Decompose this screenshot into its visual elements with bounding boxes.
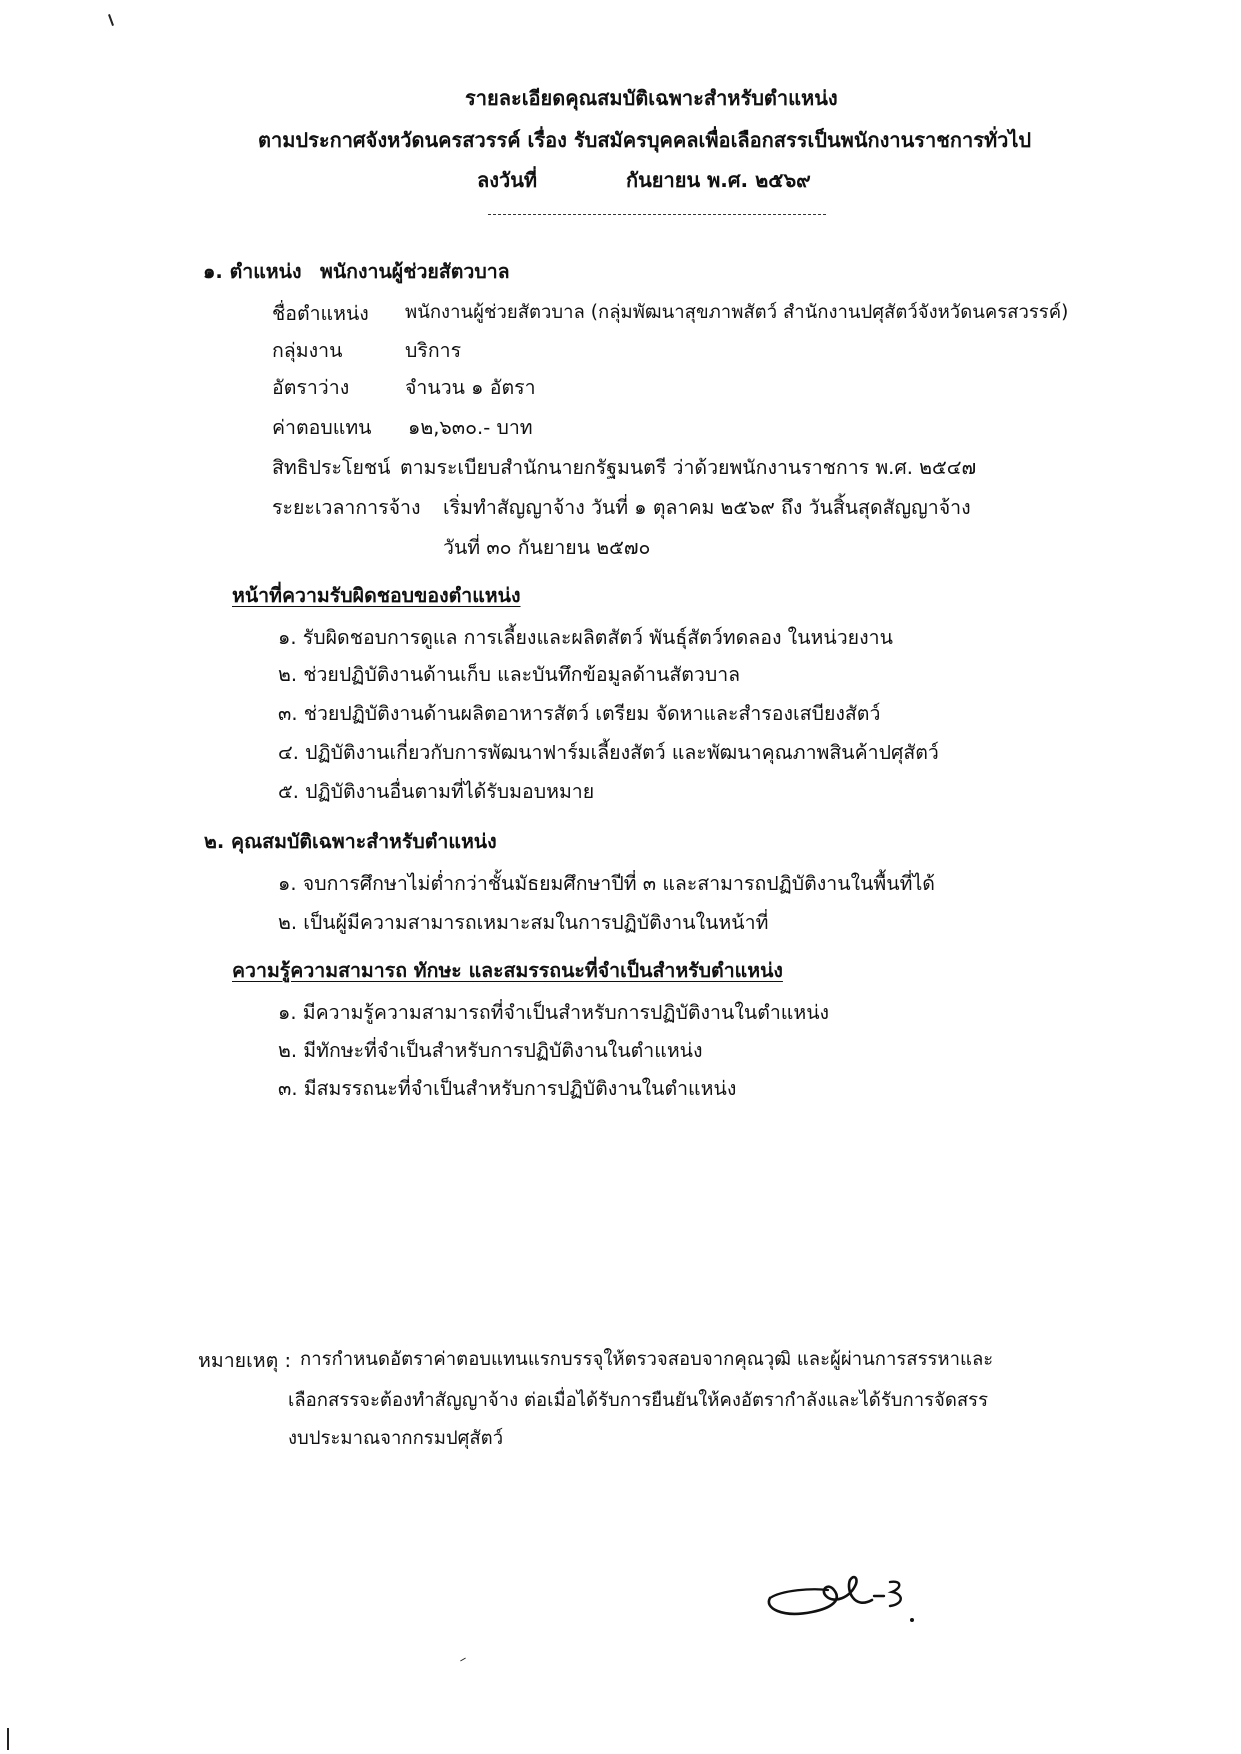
competency-heading: ความรู้ความสามารถ ทักษะ และสมรรถนะที่จำเป็นสำหรับตำแหน่ง bbox=[232, 959, 783, 982]
note-label: หมายเหตุ : bbox=[198, 1349, 292, 1372]
field-label-position-name: ชื่อตำแหน่ง bbox=[272, 302, 369, 325]
competency-item: ๒. มีทักษะที่จำเป็นสำหรับการปฏิบัติงานในตำแหน่ง bbox=[278, 1039, 703, 1062]
competency-item: ๓. มีสมรรถนะที่จำเป็นสำหรับการปฏิบัติงานในตำแหน่ง bbox=[278, 1077, 737, 1100]
field-label-benefits: สิทธิประโยชน์ bbox=[272, 456, 391, 479]
note-line: การกำหนดอัตราค่าตอบแทนแรกบรรจุให้ตรวจสอบจากคุณวุฒิ และผู้ผ่านการสรรหาและ bbox=[300, 1349, 994, 1370]
field-label-salary: ค่าตอบแทน bbox=[272, 416, 372, 439]
field-value-benefits: ตามระเบียบสำนักนายกรัฐมนตรี ว่าด้วยพนักงานราชการ พ.ศ. ๒๕๔๗ bbox=[400, 456, 977, 479]
signature-icon bbox=[762, 1560, 942, 1630]
field-value-employment-period: เริ่มทำสัญญาจ้าง วันที่ ๑ ตุลาคม ๒๕๖๙ ถึง วันสิ้นสุดสัญญาจ้าง bbox=[443, 496, 971, 519]
duty-item: ๒. ช่วยปฏิบัติงานด้านเก็บ และบันทึกข้อมูลด้านสัตวบาล bbox=[278, 663, 741, 686]
field-value-position-name: พนักงานผู้ช่วยสัตวบาล (กลุ่มพัฒนาสุขภาพสัตว์ สำนักงานปศุสัตว์จังหวัดนครสวรรค์) bbox=[405, 302, 1069, 323]
note-line: เลือกสรรจะต้องทำสัญญาจ้าง ต่อเมื่อได้รับการยืนยันให้คงอัตรากำลังและได้รับการจัดสรร bbox=[288, 1390, 989, 1411]
field-label-work-group: กลุ่มงาน bbox=[272, 339, 343, 362]
field-label-vacancy: อัตราว่าง bbox=[272, 376, 350, 399]
divider bbox=[488, 214, 826, 215]
competency-item: ๑. มีความรู้ความสามารถที่จำเป็นสำหรับการปฏิบัติงานในตำแหน่ง bbox=[278, 1001, 830, 1024]
duties-heading: หน้าที่ความรับผิดชอบของตำแหน่ง bbox=[232, 584, 521, 607]
note-line: งบประมาณจากกรมปศุสัตว์ bbox=[288, 1428, 504, 1449]
doc-title-line2: ตามประกาศจังหวัดนครสวรรค์ เรื่อง รับสมัครบุคคลเพื่อเลือกสรรเป็นพนักงานราชการทั่วไป bbox=[258, 128, 1032, 152]
field-value-vacancy: จำนวน ๑ อัตรา bbox=[405, 376, 536, 399]
section1-number: ๑. ตำแหน่ง bbox=[203, 260, 302, 283]
section2-heading: ๒. คุณสมบัติเฉพาะสำหรับตำแหน่ง bbox=[204, 830, 497, 853]
doc-title-line1: รายละเอียดคุณสมบัติเฉพาะสำหรับตำแหน่ง bbox=[465, 86, 838, 110]
field-value-salary: ๑๒,๖๓๐.- บาท bbox=[408, 416, 533, 439]
qualification-item: ๑. จบการศึกษาไม่ต่ำกว่าชั้นมัธยมศึกษาปีที่ ๓ และสามารถปฏิบัติงานในพื้นที่ได้ bbox=[278, 872, 935, 895]
duty-item: ๔. ปฏิบัติงานเกี่ยวกับการพัฒนาฟาร์มเลี้ยงสัตว์ และพัฒนาคุณภาพสินค้าปศุสัตว์ bbox=[278, 741, 939, 764]
field-label-employment-period: ระยะเวลาการจ้าง bbox=[272, 496, 421, 519]
duty-item: ๕. ปฏิบัติงานอื่นตามที่ได้รับมอบหมาย bbox=[278, 780, 595, 803]
qualification-item: ๒. เป็นผู้มีความสามารถเหมาะสมในการปฏิบัติงานในหน้าที่ bbox=[278, 911, 769, 934]
scan-mark bbox=[460, 1658, 466, 1662]
doc-date: กันยายน พ.ศ. ๒๕๖๙ bbox=[626, 168, 811, 192]
scan-mark bbox=[7, 1728, 9, 1750]
employment-period-end: วันที่ ๓๐ กันยายน ๒๕๗๐ bbox=[443, 536, 651, 559]
doc-date-prefix: ลงวันที่ bbox=[477, 168, 538, 192]
duty-item: ๑. รับผิดชอบการดูแล การเลี้ยงและผลิตสัตว์ พันธุ์สัตว์ทดลอง ในหน่วยงาน bbox=[278, 626, 893, 649]
scan-mark bbox=[108, 14, 114, 26]
duty-item: ๓. ช่วยปฏิบัติงานด้านผลิตอาหารสัตว์ เตรียม จัดหาและสำรองเสบียงสัตว์ bbox=[278, 702, 881, 725]
section1-title: พนักงานผู้ช่วยสัตวบาล bbox=[320, 260, 510, 283]
field-value-work-group: บริการ bbox=[405, 339, 462, 362]
